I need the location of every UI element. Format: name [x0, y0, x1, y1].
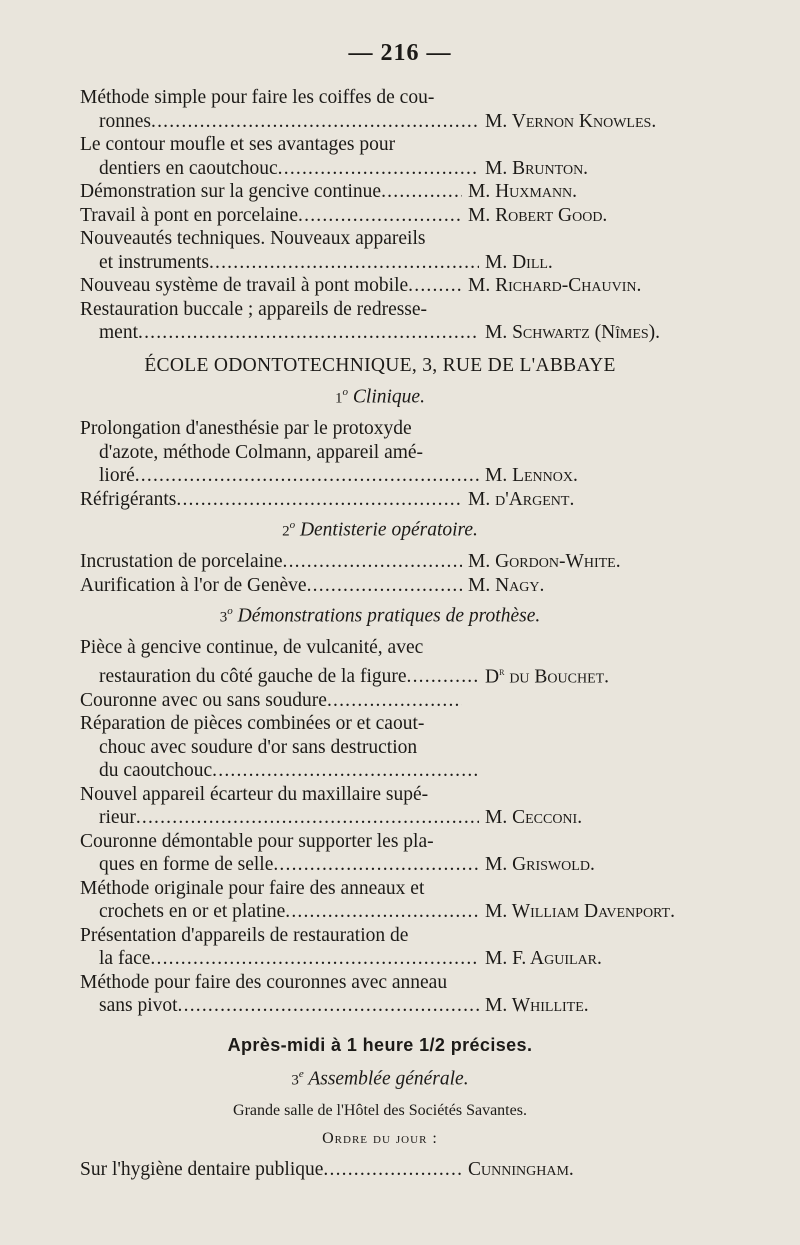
leader-dots [150, 947, 479, 971]
author-title: D [485, 666, 500, 687]
entry-row [80, 321, 680, 345]
entry-line: Méthode pour faire des couronnes avec anneau [80, 971, 448, 993]
entry-row [80, 853, 680, 877]
entry-author [479, 660, 609, 689]
leader-dots [407, 665, 479, 689]
entry-author: M. Dill. [485, 251, 553, 273]
leader-dots [323, 1158, 462, 1182]
subsection-ordinal: o [227, 605, 233, 617]
subsection-number: 2 [282, 523, 290, 540]
entry-title: Aurification à l'or de Genève [80, 574, 307, 596]
entry-row [80, 251, 680, 275]
entry-author: M. Cecconi. [485, 807, 583, 828]
entry-line: d'azote, méthode Colmann, appareil amé- [99, 441, 424, 463]
entry-line: Nouvel appareil écarteur du maxillaire supé- [80, 783, 429, 805]
subsection-ordinal: o [289, 519, 296, 531]
leader-dots [278, 157, 479, 181]
leader-dots [151, 110, 479, 134]
entry-row [80, 660, 680, 689]
entry-author: Cunningham. [468, 1159, 574, 1180]
page-number: — 216 — [348, 40, 452, 66]
entry-title: la face [99, 948, 151, 969]
assembly-ordinal: e [298, 1068, 304, 1080]
entry-title: ronnes [99, 110, 151, 132]
subsection-heading [80, 381, 680, 411]
subsection-heading [80, 600, 680, 630]
entry-row [80, 180, 680, 204]
entry-row [80, 994, 680, 1018]
entry-line: Nouveautés techniques. Nouveaux appareils [80, 228, 426, 249]
afternoon-heading: Après-midi à 1 heure 1/2 précises. [227, 1034, 533, 1055]
leader-dots [327, 689, 462, 713]
entry-author: M. Whillite. [485, 995, 589, 1016]
leader-dots [285, 900, 479, 924]
entry-title: ques en forme de selle [99, 854, 274, 875]
author-title-sup: r [499, 663, 505, 678]
entry-row [80, 1158, 680, 1182]
entry-author: M. Griswold. [485, 854, 595, 875]
entry-title: Réfrigérants [80, 488, 177, 510]
entry-author: M. Robert Good. [468, 204, 608, 226]
subsection-title: Dentisterie opératoire. [299, 519, 478, 541]
section-heading: ÉCOLE ODONTOTECHNIQUE, 3, RUE DE L'ABBAYE [144, 354, 616, 376]
entry-row [80, 759, 680, 783]
entry-author: M. F. Aguilar. [485, 948, 602, 969]
venue-text: Grande salle de l'Hôtel des Sociétés Savantes. [233, 1102, 527, 1119]
leader-dots [298, 204, 462, 228]
entry-title: du caoutchouc [99, 760, 213, 781]
entry-row [80, 806, 680, 830]
entry-row [80, 157, 680, 181]
author-name: du Bouchet. [504, 666, 610, 687]
entry-row [80, 204, 680, 228]
entry-title: rieur [99, 807, 136, 828]
subsection-number: 1 [335, 390, 343, 407]
entry-author: M. Richard-Chauvin. [468, 275, 642, 296]
leader-dots [212, 759, 479, 783]
entry-title: Nouveau système de travail à pont mobile [80, 275, 409, 296]
assembly-number: 3 [291, 1072, 299, 1089]
leader-dots [273, 853, 479, 877]
ordre-du-jour: Ordre du jour : [322, 1129, 438, 1147]
subsection-title: Démonstrations pratiques de prothèse. [237, 605, 541, 627]
entry-title: dentiers en caoutchouc [99, 157, 278, 179]
entry-row [80, 900, 680, 924]
entry-title: et instruments [99, 251, 209, 273]
entry-line: Méthode originale pour faire des anneaux et [80, 877, 425, 899]
entry-title: Travail à pont en porcelaine [80, 204, 299, 226]
entry-author: M. d'Argent. [468, 488, 575, 510]
assembly-heading [80, 1063, 680, 1093]
entry-row [80, 947, 680, 971]
subsection-ordinal: o [342, 386, 349, 398]
entry-author: M. William Davenport. [485, 901, 675, 922]
subsection-heading [80, 514, 680, 544]
entry-author: M. Lennox. [485, 465, 578, 486]
entry-row [80, 550, 680, 574]
entry-row [80, 689, 680, 713]
leader-dots [178, 994, 479, 1018]
entry-row [80, 464, 680, 488]
entry-row [80, 274, 680, 298]
leader-dots [381, 180, 462, 204]
entry-line: Le contour moufle et ses avantages pour [80, 134, 396, 155]
entry-author: M. Gordon-White. [468, 551, 621, 572]
entry-title: ment [99, 322, 138, 343]
entry-title: Incrustation de porcelaine [80, 551, 283, 572]
entry-author: M. Vernon Knowles. [485, 110, 657, 132]
entry-author: M. Huxmann. [468, 181, 578, 202]
leader-dots [408, 274, 462, 298]
entry-line: Prolongation d'anesthésie par le protoxyde [80, 418, 412, 439]
entry-title: sans pivot [99, 995, 178, 1016]
entry-line: Réparation de pièces combinées or et caout- [80, 713, 425, 734]
entry-line: Restauration buccale ; appareils de redresse- [80, 298, 428, 320]
leader-dots [136, 806, 479, 830]
entry-row [80, 488, 680, 512]
entry-author: M. Schwartz (Nîmes). [485, 322, 661, 343]
entry-row [80, 110, 680, 134]
subsection-title: Clinique. [352, 386, 425, 408]
entry-row [80, 574, 680, 598]
entry-title: restauration du côté gauche de la figure [99, 666, 407, 687]
subsection-number: 3 [219, 609, 228, 626]
entry-line: chouc avec soudure d'or sans destruction [99, 736, 418, 758]
entry-line: Présentation d'appareils de restauration de [80, 924, 409, 946]
entry-line: Méthode simple pour faire les coiffes de cou- [80, 87, 435, 108]
entry-title: lioré [99, 465, 135, 486]
entry-title: Démonstration sur la gencive continue [80, 181, 382, 202]
leader-dots [209, 251, 479, 275]
entry-title: crochets en or et platine [99, 901, 286, 922]
leader-dots [176, 488, 462, 512]
entry-title: Couronne avec ou sans soudure [80, 689, 327, 711]
leader-dots [135, 464, 479, 488]
assembly-title: Assemblée générale. [308, 1068, 469, 1090]
program-column [80, 86, 680, 1182]
entry-line: Couronne démontable pour supporter les pla- [80, 830, 434, 852]
entry-line: Pièce à gencive continue, de vulcanité, avec [80, 637, 424, 658]
leader-dots [307, 574, 462, 598]
entry-author: M. Nagy. [468, 574, 545, 596]
entry-title: Sur l'hygiène dentaire publique [80, 1159, 324, 1180]
leader-dots [138, 321, 479, 345]
entry-author: M. Brunton. [485, 157, 589, 179]
leader-dots [283, 550, 463, 574]
